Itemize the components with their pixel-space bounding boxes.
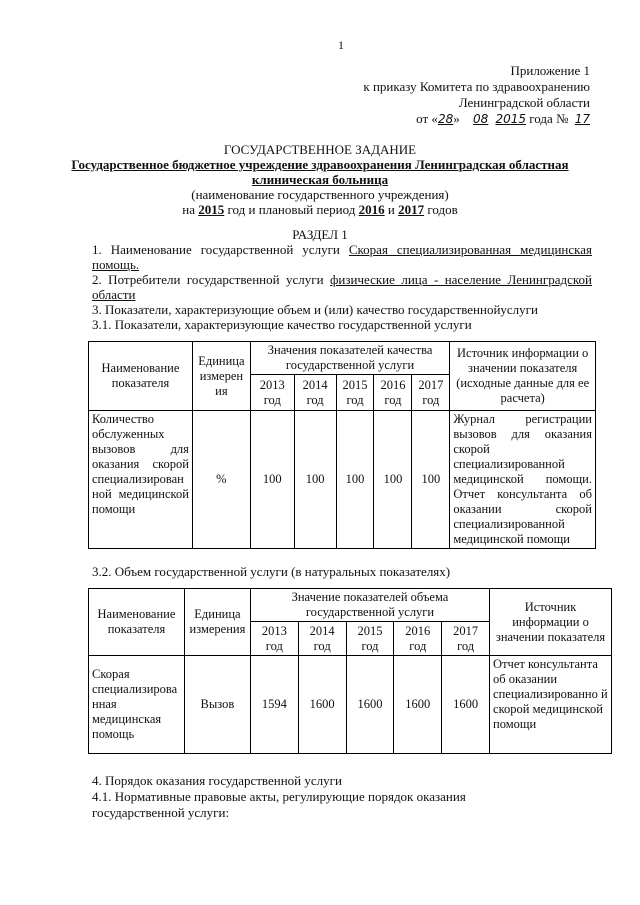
t1-header-unit: Единица измерен ия — [192, 342, 250, 411]
t2-year-2014: 2014 год — [298, 622, 346, 656]
t1-header-source: Источник информации о значении показателя (исходные данные для ее расчета) — [450, 342, 596, 411]
t2-year-2016: 2016 год — [394, 622, 442, 656]
consumers-value: физические лица - население Ленинградской — [329, 272, 592, 287]
date-year: 2015 — [495, 112, 527, 126]
t1-year-2014: 2014 год — [294, 375, 336, 411]
t2-row-value-2016: 1600 — [394, 656, 442, 754]
t1-row-value-2013: 100 — [250, 411, 294, 549]
t1-year-2013: 2013 год — [250, 375, 294, 411]
page-number: 1 — [338, 38, 344, 52]
appendix-region-line: Ленинградской области — [458, 95, 590, 110]
consumers-line2 — [92, 287, 592, 303]
service-name-value: Скорая специализированная медицинская — [348, 242, 593, 257]
service-name-line2 — [92, 257, 592, 273]
quality-indicators-heading: 3.1. Показатели, характеризующие качество государственной услуги — [92, 317, 472, 332]
quality-indicators-table — [88, 341, 596, 549]
t2-year-2015: 2015 год — [346, 622, 394, 656]
t2-year-2013: 2013 год — [250, 622, 298, 656]
t1-year-2017: 2017 год — [412, 375, 450, 411]
consumers-label: 2. Потребители государственной услуги — [92, 272, 324, 287]
t2-row-value-2013: 1594 — [250, 656, 298, 754]
period-text-b: год и плановый период — [227, 202, 356, 217]
t1-row-value-2014: 100 — [294, 411, 336, 549]
t1-row-value-2015: 100 — [336, 411, 374, 549]
date-mid: » — [453, 111, 460, 126]
appendix-date-line — [416, 111, 590, 127]
t2-row-value-2017: 1600 — [442, 656, 490, 754]
period-year1: 2015 — [198, 202, 225, 217]
t2-row-value-2014: 1600 — [298, 656, 346, 754]
period-year2: 2016 — [358, 202, 385, 217]
regulations-line2: государственной услуги: — [92, 805, 230, 820]
service-name-label: 1. Наименование государственной услуги — [92, 242, 340, 257]
t2-header-name: Наименование показателя — [89, 589, 185, 656]
period-year3: 2017 — [398, 202, 425, 217]
consumers-line1 — [92, 272, 592, 288]
t2-row-source: Отчет консультанта об оказании специализированно й скорой медицинской помощи — [490, 656, 612, 754]
period-text-c: и — [387, 202, 395, 217]
volume-heading: 3.2. Объем государственной услуги (в натуральных показателях) — [92, 564, 451, 579]
date-day: 28 — [437, 112, 454, 126]
appendix-title: Приложение 1 — [510, 63, 590, 78]
t1-year-2016: 2016 год — [374, 375, 412, 411]
service-name-line1 — [92, 242, 592, 258]
indicators-heading: 3. Показатели, характеризующие объем и (или) качество государственнойуслуги — [92, 302, 538, 317]
period-text-a: на — [182, 202, 195, 217]
period-line — [0, 202, 640, 218]
procedure-heading: 4. Порядок оказания государственной услуги — [92, 773, 342, 788]
service-name-value-cont: помощь. — [92, 257, 140, 272]
t2-header-unit: Единица измерения — [184, 589, 250, 656]
t2-year-2017: 2017 год — [442, 622, 490, 656]
regulations-line1: 4.1. Нормативные правовые акты, регулирующие порядок оказания — [92, 789, 466, 804]
date-prefix: от « — [416, 111, 438, 126]
consumers-value-cont: области — [92, 287, 136, 302]
document-title: ГОСУДАРСТВЕННОЕ ЗАДАНИЕ — [223, 142, 417, 157]
section-title: РАЗДЕЛ 1 — [292, 227, 348, 242]
t2-row-unit: Вызов — [184, 656, 250, 754]
t2-header-values: Значение показателей объема государственной услуги — [250, 589, 489, 622]
institution-name-line2: клиническая больница — [251, 172, 389, 187]
date-suffix: года № — [529, 111, 569, 126]
t2-row-value-2015: 1600 — [346, 656, 394, 754]
t1-header-values: Значения показателей качества государственной услуги — [250, 342, 449, 375]
t2-header-source: Источник информации о значении показателя — [490, 589, 612, 656]
t1-row-name: Количество обслуженных вызовов для оказания скорой специализирован ной медицинской помощи — [89, 411, 193, 549]
volume-indicators-table — [88, 588, 612, 754]
period-text-d: годов — [427, 202, 458, 217]
institution-name-line1: Государственное бюджетное учреждение здравоохранения Ленинградская областная — [71, 157, 569, 172]
t1-row-unit: % — [192, 411, 250, 549]
t1-header-name: Наименование показателя — [89, 342, 193, 411]
t1-row-value-2017: 100 — [412, 411, 450, 549]
t2-row-name: Скорая специализирова нная медицинская помощь — [89, 656, 185, 754]
t1-year-2015: 2015 год — [336, 375, 374, 411]
t1-row-source: Журнал регистрации вызовов для оказания скорой специализированной медицинской помощи. Отчет консультанта об оказании скорой специализированной медицинской помощи — [450, 411, 596, 549]
date-number: 17 — [574, 112, 590, 126]
institution-caption: (наименование государственного учреждения) — [191, 187, 449, 202]
date-month: 08 — [472, 112, 489, 126]
appendix-order-line: к приказу Комитета по здравоохранению — [363, 79, 590, 94]
t1-row-value-2016: 100 — [374, 411, 412, 549]
